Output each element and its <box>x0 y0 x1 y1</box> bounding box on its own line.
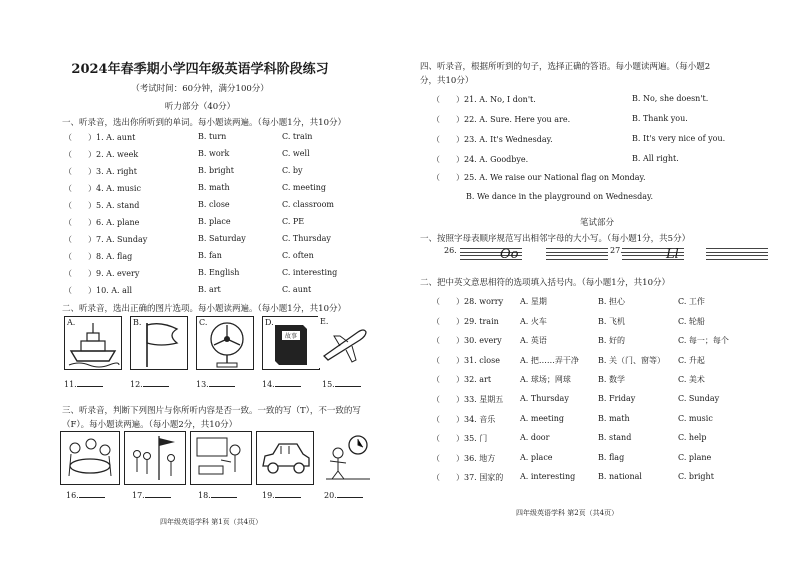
option-c: C. 轮船 <box>678 316 705 326</box>
answer-paren[interactable]: （ <box>64 133 72 142</box>
option-c: C. PE <box>282 217 305 226</box>
question-text: ）23. A. It's Wednesday. <box>456 135 553 144</box>
boy-with-clock-icon <box>320 431 376 483</box>
option-c: C. music <box>678 413 713 423</box>
question-row-8 <box>64 251 132 262</box>
answer-paren[interactable]: （ <box>64 218 72 227</box>
option-c: C. Sunday <box>678 394 720 403</box>
option-c: C. interesting <box>282 268 338 277</box>
answer-blank-13[interactable] <box>196 380 235 389</box>
option-a: A. 星期 <box>520 297 547 306</box>
option-a: A. 球场；网球 <box>520 375 571 385</box>
blank-line[interactable] <box>275 386 301 387</box>
question-text: ）36. 地方 <box>456 453 496 463</box>
question-row-22 <box>432 114 570 125</box>
option-b: B. 担心 <box>598 297 625 306</box>
option-b: B. place <box>198 217 231 226</box>
option-b: B. English <box>198 268 240 277</box>
picture-letter: C. <box>199 318 208 327</box>
section3-instruction-line2: （F）。每小题读两遍。（每小题2分，共10分） <box>62 420 238 430</box>
question-text: ）22. A. Sure. Here you are. <box>456 115 571 124</box>
question-text: ）31. close <box>456 355 500 365</box>
option-b: B. turn <box>198 132 227 141</box>
option-c: C. often <box>282 251 314 260</box>
picture-19 <box>256 431 314 485</box>
answer-blank-19[interactable] <box>262 491 301 500</box>
option-b: B. close <box>198 200 230 209</box>
flag-raising-scene-icon <box>125 432 185 484</box>
question-text: ）24. A. Goodbye. <box>456 155 529 164</box>
picture-letter: A. <box>67 318 76 327</box>
option-c: C. classroom <box>282 200 334 209</box>
question-row-7 <box>64 234 147 245</box>
question-text: 17. <box>132 491 145 500</box>
writing-part-heading: 笔试部分 <box>579 218 614 228</box>
question-row-35 <box>432 433 487 444</box>
option-a: A. Thursday <box>520 394 569 403</box>
picture-a <box>64 316 122 370</box>
answer-paren[interactable]: （ <box>64 201 72 210</box>
picture-18 <box>190 431 252 485</box>
answer-blank-14[interactable] <box>262 380 301 389</box>
answer-paren[interactable]: （ <box>64 184 72 193</box>
question-row-32 <box>432 374 491 385</box>
answer-blank-16[interactable] <box>66 491 105 500</box>
question-row-34 <box>432 414 495 425</box>
item-26-label: 26. <box>444 246 457 255</box>
question-row-2 <box>64 149 138 160</box>
option-c: C. 美术 <box>678 375 705 385</box>
question-text: ）35. 门 <box>456 434 488 444</box>
question-text: ）32. art <box>456 375 492 385</box>
question-row-4 <box>64 183 141 194</box>
handwriting-lines <box>706 248 768 262</box>
question-text: 16. <box>66 491 79 500</box>
item-27-label: 27. <box>610 246 623 255</box>
blank-line[interactable] <box>337 497 363 498</box>
page-footer-right: 四年级英语学科 第2页（共4页） <box>516 509 619 517</box>
option-b: B. fan <box>198 251 222 260</box>
option-c: C. meeting <box>282 183 327 192</box>
answer-paren[interactable]: （ <box>432 434 440 444</box>
blank-line[interactable] <box>79 497 105 498</box>
option-b: B. flag <box>598 452 625 462</box>
option-a: A. 把……弄干净 <box>520 355 579 365</box>
option-a: A. interesting <box>520 472 576 482</box>
answer-blank-15[interactable] <box>322 380 361 389</box>
answer-paren[interactable]: （ <box>64 269 72 278</box>
blank-line[interactable] <box>143 386 169 387</box>
option-c: C. train <box>282 132 313 141</box>
question-text: 11. <box>64 380 77 389</box>
car-icon <box>257 432 313 484</box>
picture-16 <box>60 431 120 485</box>
question-text: ）3. A. right <box>88 167 137 176</box>
question-text: 18. <box>198 491 211 500</box>
option-b: B. 数学 <box>598 375 625 385</box>
question-text: ）1. A. aunt <box>88 133 136 142</box>
section4-instruction-line1: 四、听录音，根据所听到的句子，选择正确的答语。每小题读两遍。（每小题2 <box>420 62 711 72</box>
question-text: 13. <box>196 380 209 389</box>
option-b: B. stand <box>598 433 632 443</box>
answer-blank-11[interactable] <box>64 380 103 389</box>
answer-paren[interactable]: （ <box>432 414 440 424</box>
picture-d <box>262 316 320 370</box>
question-text: 12. <box>130 380 143 389</box>
right-page <box>400 0 794 561</box>
question-text: ）30. every <box>456 336 502 346</box>
question-row-28 <box>432 296 503 307</box>
writing1-instruction: 一、按照字母表顺序规范写出相邻字母的大小写。（每小题1分，共5分） <box>420 234 691 244</box>
answer-paren[interactable]: （ <box>432 473 440 483</box>
option-b: B. 关（门、窗等） <box>598 355 665 365</box>
option-a: A. 火车 <box>520 316 547 326</box>
classroom-scene-icon <box>191 432 251 484</box>
question-25-option-a: （ ）25. A. We raise our National flag on Monday. <box>432 173 646 182</box>
option-c: C. aunt <box>282 285 312 294</box>
answer-paren[interactable]: （ <box>64 167 72 176</box>
option-a: A. 英语 <box>520 336 547 346</box>
question-text: ）21. A. No, I don't. <box>456 95 536 104</box>
answer-paren[interactable]: （ <box>64 235 72 244</box>
blank-line[interactable] <box>335 386 361 387</box>
answer-blank-17[interactable] <box>132 491 171 500</box>
question-row-29 <box>432 316 499 327</box>
picture-letter: B. <box>133 318 142 327</box>
option-a: A. door <box>520 433 550 443</box>
picture-letter: D. <box>265 318 274 327</box>
option-b: B. 飞机 <box>598 316 625 326</box>
option-c: C. Thursday <box>282 234 331 243</box>
option-b: B. Friday <box>598 394 636 403</box>
question-row-1 <box>64 132 135 143</box>
answer-paren[interactable]: （ <box>432 355 440 365</box>
option-b: B. math <box>598 413 630 423</box>
meeting-scene-icon <box>61 432 119 484</box>
exam-subtitle: （考试时间：60分钟，满分100分） <box>131 84 269 94</box>
question-text: ）9. A. every <box>88 269 140 278</box>
option-c: C. well <box>282 149 310 158</box>
blank-line[interactable] <box>211 497 237 498</box>
question-row-10 <box>64 285 132 296</box>
question-text: ）6. A. plane <box>88 218 140 227</box>
answer-paren[interactable]: （ <box>432 375 440 385</box>
answer-paren[interactable]: （ <box>432 155 440 164</box>
question-row-31 <box>432 355 500 366</box>
answer-paren[interactable]: （ <box>64 286 72 295</box>
writing2-instruction: 二、把中英文意思相符的选项填入括号内。（每小题1分，共10分） <box>420 278 670 288</box>
section4-instruction-line2: 分，共10分） <box>420 76 474 86</box>
question-text: ）7. A. Sunday <box>88 235 148 244</box>
listening-part-heading: 听力部分（40分） <box>164 102 236 112</box>
answer-paren[interactable]: （ <box>432 135 440 144</box>
item-27-letters: Ll <box>666 247 679 262</box>
picture-letter: E. <box>320 317 329 326</box>
option-b: B. work <box>198 149 230 158</box>
question-text: ）28. worry <box>456 297 504 306</box>
answer-blank-18[interactable] <box>198 491 237 500</box>
picture-e <box>318 316 370 368</box>
option-b: B. bright <box>198 166 234 175</box>
option-b: B. No, she doesn't. <box>632 94 709 103</box>
question-text: ）8. A. flag <box>88 252 133 261</box>
answer-paren[interactable]: （ <box>432 395 440 404</box>
picture-17 <box>124 431 186 485</box>
question-text: ）10. A. all <box>88 286 133 295</box>
picture-c <box>196 316 254 370</box>
option-b: B. Thank you. <box>632 114 688 123</box>
question-text: 15. <box>322 380 335 389</box>
question-text: ）33. 星期五 <box>456 395 504 404</box>
option-b: B. All right. <box>632 154 679 163</box>
answer-blank-20[interactable] <box>324 491 363 500</box>
item-26-letters: Oo <box>500 247 519 262</box>
question-row-37 <box>432 472 503 483</box>
question-row-33 <box>432 394 503 405</box>
book-label: 故事 <box>285 333 298 340</box>
question-row-5 <box>64 200 139 211</box>
option-b: B. math <box>198 183 230 192</box>
question-text: ）5. A. stand <box>88 201 140 210</box>
question-row-21 <box>432 94 536 105</box>
option-c: C. 升起 <box>678 355 705 365</box>
answer-paren[interactable]: （ <box>432 115 440 124</box>
question-row-36 <box>432 453 495 464</box>
answer-paren[interactable]: （ <box>432 297 440 306</box>
question-row-6 <box>64 217 139 228</box>
answer-paren[interactable]: （ <box>432 95 440 104</box>
blank-line[interactable] <box>77 386 103 387</box>
question-text: ）37. 国家的 <box>456 473 504 483</box>
section3-instruction-line1: 三、听录音，判断下列图片与你所听内容是否一致。一致的写（T），不一致的写 <box>62 406 361 416</box>
option-c: C. plane <box>678 452 712 462</box>
option-a: A. place <box>520 452 553 462</box>
section2-instruction: 二、听录音，选出正确的图片选项。每小题读两遍。（每小题1分，共10分） <box>62 304 346 314</box>
question-text: 14. <box>262 380 275 389</box>
question-row-24 <box>432 154 528 165</box>
picture-20 <box>320 431 376 483</box>
question-text: ）4. A. music <box>88 184 141 193</box>
option-c: C. bright <box>678 472 714 482</box>
option-c: C. 工作 <box>678 297 705 306</box>
option-b: B. 好的 <box>598 336 625 346</box>
answer-paren[interactable]: （ <box>432 316 440 326</box>
question-text: 20. <box>324 491 337 500</box>
question-row-23 <box>432 134 553 145</box>
section1-instruction: 一、听录音，选出你所听到的单词。每小题读两遍。（每小题1分，共10分） <box>62 118 346 128</box>
blank-line[interactable] <box>145 497 171 498</box>
option-c: C. by <box>282 166 303 175</box>
picture-b <box>130 316 188 370</box>
question-row-9 <box>64 268 139 279</box>
answer-paren[interactable]: （ <box>64 150 72 159</box>
page-footer-left: 四年级英语学科 第1页（共4页） <box>160 518 263 526</box>
answer-blank-12[interactable] <box>130 380 169 389</box>
answer-paren[interactable]: （ <box>432 453 440 463</box>
option-a: A. meeting <box>520 413 564 423</box>
option-b: B. national <box>598 472 642 482</box>
option-c: C. 每一；每个 <box>678 336 729 346</box>
option-b: B. It's very nice of you. <box>632 134 726 143</box>
question-text: ）2. A. week <box>88 150 139 159</box>
exam-title: 2024年春季期小学四年级英语学科阶段练习 <box>71 62 329 77</box>
option-b: B. art <box>198 285 221 294</box>
answer-paren[interactable]: （ <box>64 252 72 261</box>
question-25-option-b: B. We dance in the playground on Wednesday. <box>466 192 654 201</box>
question-text: 19. <box>262 491 275 500</box>
option-b: B. Saturday <box>198 234 246 243</box>
blank-line[interactable] <box>275 497 301 498</box>
blank-line[interactable] <box>209 386 235 387</box>
question-row-30 <box>432 335 502 346</box>
question-text: ）34. 音乐 <box>456 414 496 424</box>
option-c: C. help <box>678 433 707 443</box>
question-row-3 <box>64 166 137 177</box>
answer-paren[interactable]: （ <box>432 336 440 346</box>
handwriting-lines <box>546 248 608 262</box>
question-text: ）29. train <box>456 316 499 326</box>
